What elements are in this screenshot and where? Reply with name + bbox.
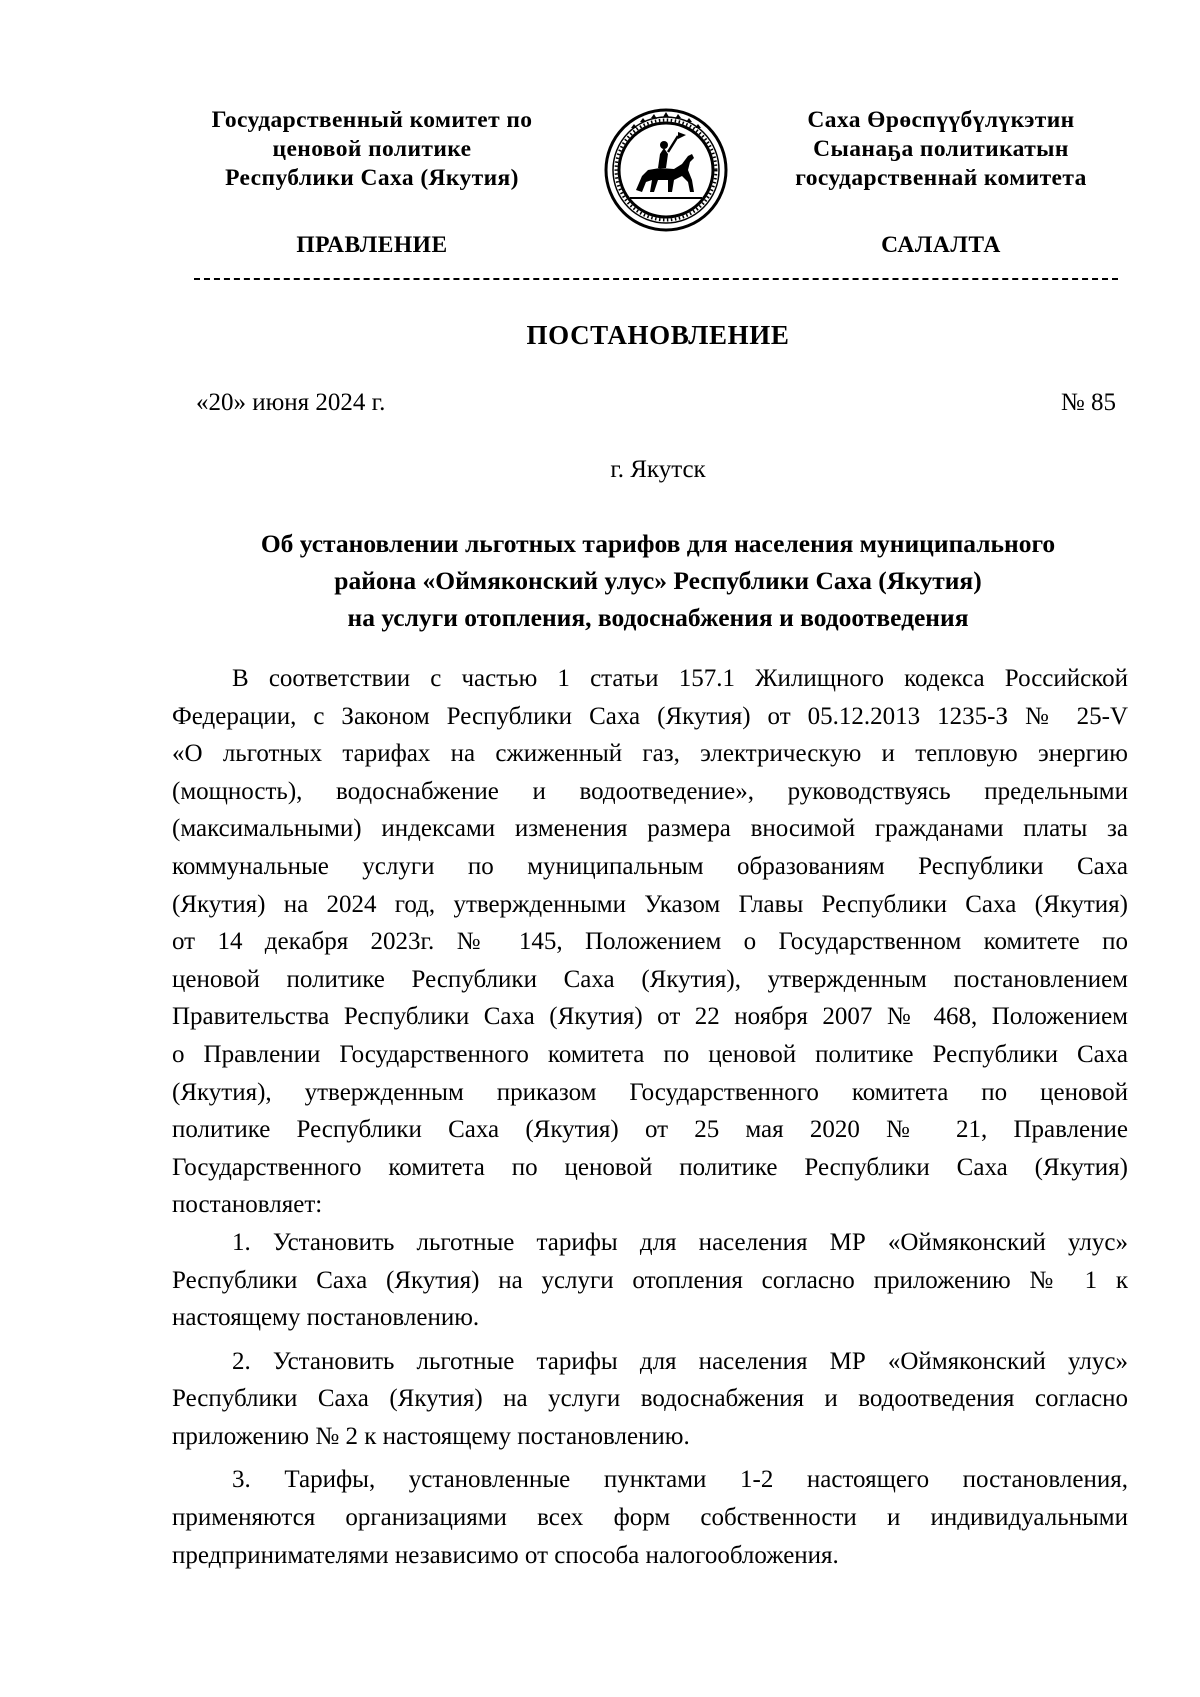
preamble-paragraph <box>172 660 1128 1224</box>
body-line: В соответствии с частью 1 статьи 157.1 Жилищного кодекса Российской <box>232 665 1128 692</box>
body-line: от 14 декабря 2023г. № 145, Положением о Государственном комитете по <box>172 928 1128 956</box>
body-line: 3. Тарифы, установленные пунктами 1-2 настоящего постановления, <box>232 1466 1128 1494</box>
committee-name-line: Республики Саха (Якутия) <box>225 165 519 191</box>
coat-of-arms-emblem <box>602 106 730 234</box>
body-line: коммунальные услуги по муниципальным образованиям Республики Саха <box>172 852 1128 880</box>
body-line: ценовой политике Республики Саха (Якутия), утвержденным постановлением <box>172 965 1128 993</box>
body-line: Правительства Республики Саха (Якутия) от 22 ноября 2007 № 468, Положением <box>172 1003 1128 1031</box>
committee-name-line: Государственный комитет по <box>211 107 533 133</box>
body-line: (Якутия), утвержденным приказом Государственного комитета по ценовой <box>172 1078 1128 1106</box>
header-divider <box>194 278 1118 280</box>
document-date: «20» июня 2024 г. <box>196 389 386 416</box>
document-body <box>172 660 1128 1574</box>
body-line: о Правлении Государственного комитета по ценовой политике Республики Саха <box>172 1040 1128 1068</box>
body-line: приложению № 2 к настоящему постановлению. <box>172 1422 690 1450</box>
subject-line: на услуги отопления, водоснабжения и водоотведения <box>347 603 969 632</box>
clause-3 <box>172 1461 1128 1574</box>
document-number: № 85 <box>1060 389 1116 416</box>
subject-line: Об установлении льготных тарифов для населения муниципального <box>260 529 1056 558</box>
body-line: постановляет: <box>172 1191 323 1219</box>
body-line: (максимальными) индексами изменения размера вносимой гражданами платы за <box>172 815 1128 843</box>
board-label-sakha: САЛАЛТА <box>881 232 1001 258</box>
clause-1 <box>172 1224 1128 1337</box>
body-line: 2. Установить льготные тарифы для населения МР «Оймяконский улус» <box>232 1347 1128 1375</box>
committee-name-line: Сыанаҕа политикатын <box>813 136 1069 162</box>
body-line: настоящему постановлению. <box>172 1304 480 1332</box>
document-type-title: ПОСТАНОВЛЕНИЕ <box>526 320 790 350</box>
committee-name-russian <box>176 106 568 193</box>
committee-name-sakha <box>756 106 1126 193</box>
body-line: применяются организациями всех форм собственности и индивидуальными <box>172 1504 1128 1532</box>
board-label-russian: ПРАВЛЕНИЕ <box>296 232 448 258</box>
body-line: (мощность), водоснабжение и водоотведение», руководствуясь предельными <box>172 777 1128 805</box>
document-city: г. Якутск <box>610 456 706 483</box>
committee-name-line: ценовой политике <box>272 136 472 162</box>
committee-name-line: Саха Өрөспүүбүлүкэтин <box>807 107 1075 133</box>
clause-2 <box>172 1343 1128 1456</box>
body-line: предпринимателями независимо от способа налогообложения. <box>172 1541 839 1569</box>
body-line: Республики Саха (Якутия) на услуги отопления согласно приложению № 1 к <box>172 1266 1128 1294</box>
body-line: (Якутия) на 2024 год, утвержденными Указом Главы Республики Саха (Якутия) <box>172 890 1128 918</box>
document-subject <box>120 525 1196 636</box>
body-line: «О льготных тарифах на сжиженный газ, электрическую и тепловую энергию <box>172 740 1128 768</box>
body-line: 1. Установить льготные тарифы для населения МР «Оймяконский улус» <box>232 1228 1128 1256</box>
body-line: Республики Саха (Якутия) на услуги водоснабжения и водоотведения согласно <box>172 1385 1128 1413</box>
body-line: политике Республики Саха (Якутия) от 25 мая 2020 № 21, Правление <box>172 1116 1128 1144</box>
committee-name-line: государственнай комитета <box>795 165 1087 191</box>
subject-line: района «Оймяконский улус» Республики Саха (Якутия) <box>334 566 982 595</box>
body-line: Федерации, с Законом Республики Саха (Якутия) от 05.12.2013 1235-З № 25-V <box>172 702 1128 730</box>
body-line: Государственного комитета по ценовой политике Республики Саха (Якутия) <box>172 1153 1128 1181</box>
